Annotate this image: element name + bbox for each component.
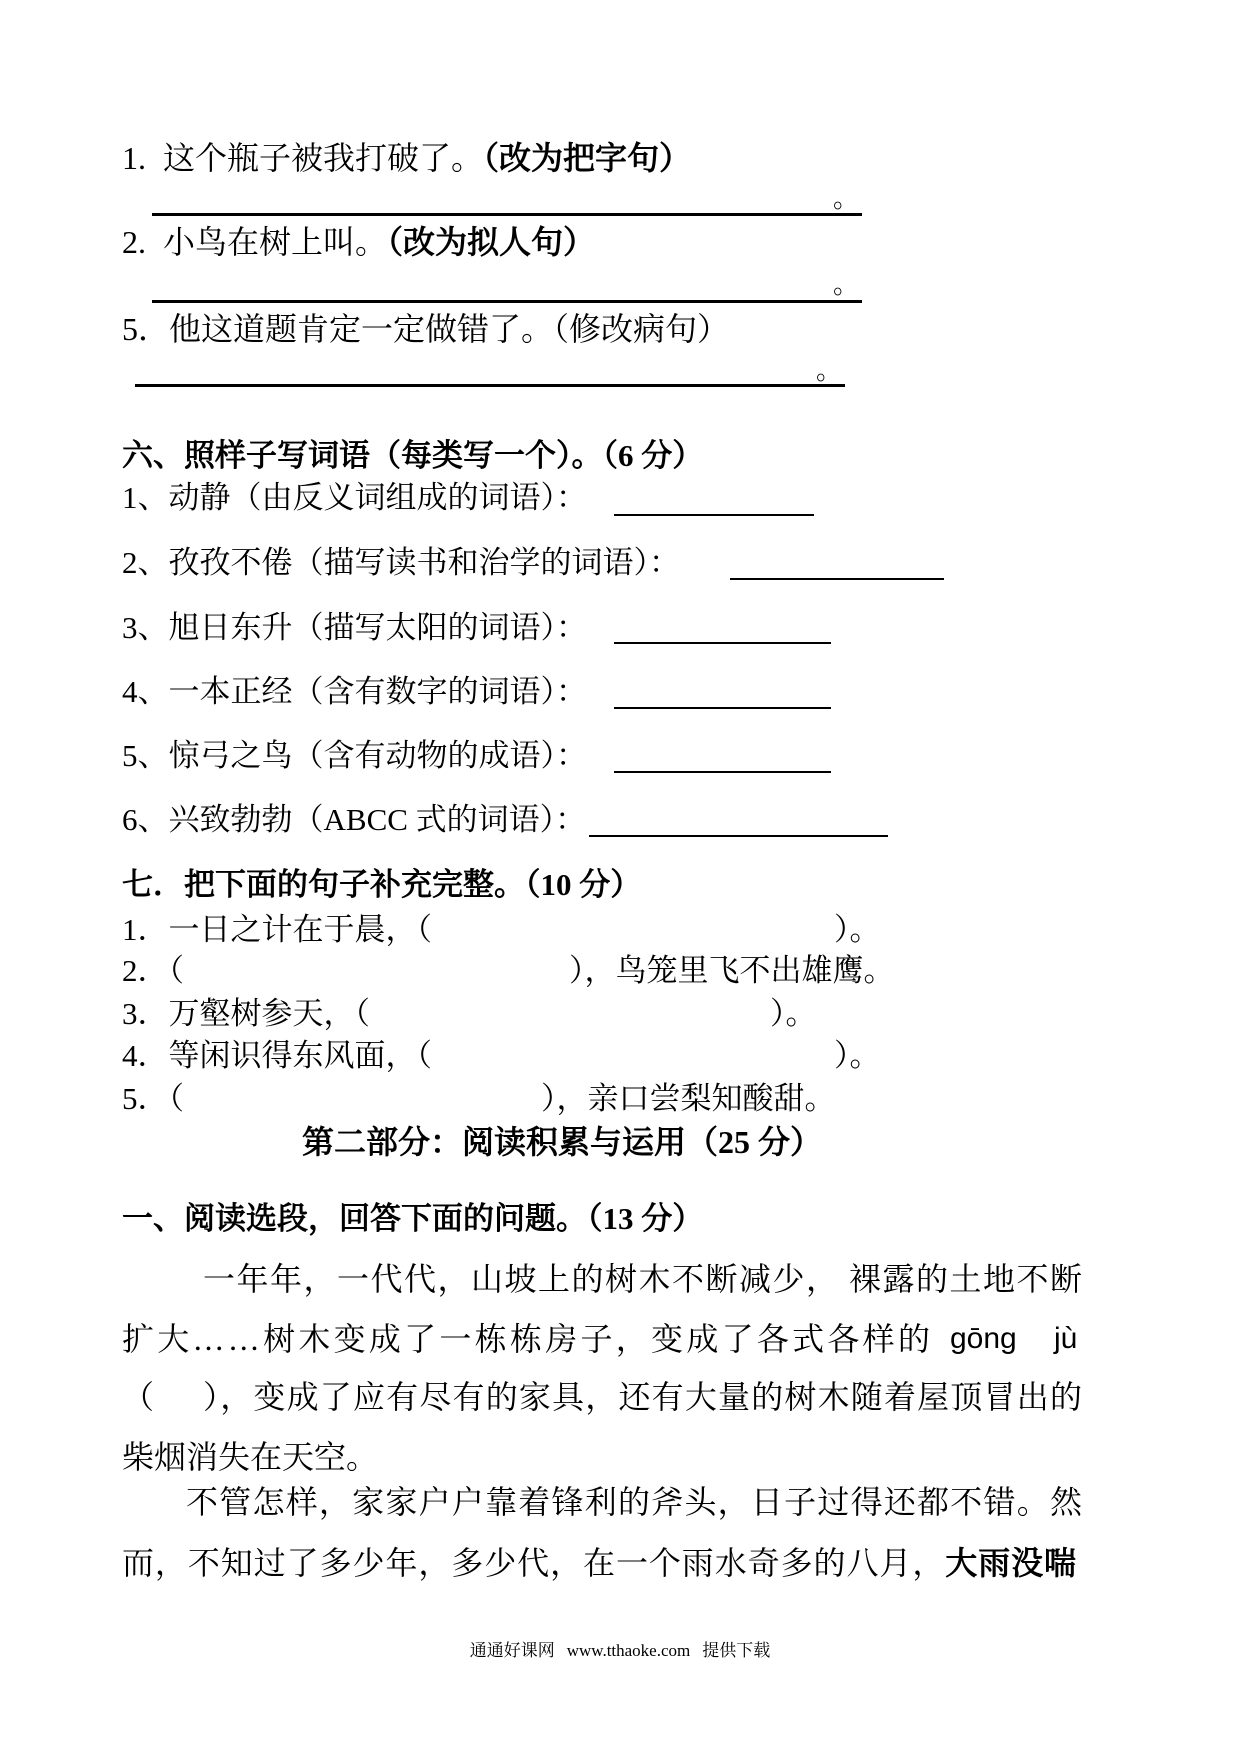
question-instruction: （修改病句）	[553, 311, 730, 347]
word-item-3	[122, 608, 587, 648]
word-item-5	[122, 736, 587, 776]
word-item-number: 5、	[122, 738, 169, 773]
answer-end-period-3: 。	[816, 356, 843, 385]
rewrite-question-2	[122, 222, 595, 262]
fill-item-2	[122, 951, 184, 991]
passage-line-text: 不管怎样，家家户户靠着锋利的斧头，日子过得还都不错。然	[186, 1484, 1084, 1520]
footer-url: www.tthaoke.com	[566, 1641, 691, 1660]
word-item-hint: （描写太阳的词语）：	[292, 610, 587, 645]
question-number: 2.	[122, 224, 146, 260]
fill-item-open-paren: （	[168, 1081, 184, 1116]
word-item-example: 孜孜不倦	[168, 545, 293, 580]
fill-item-number: 1．	[122, 912, 169, 947]
footer-site-name: 通通好课网	[469, 1641, 555, 1660]
fill-item-text: 万壑树参天，	[168, 996, 355, 1031]
word-item-example: 兴致勃勃	[168, 802, 293, 837]
passage-line-1	[203, 1257, 1082, 1301]
word-answer-underline-2	[730, 578, 944, 580]
word-answer-underline-3	[614, 642, 831, 644]
fill-item-4	[122, 1036, 432, 1076]
word-item-number: 4、	[122, 674, 169, 709]
word-item-hint: （含有动物的成语）：	[292, 738, 587, 773]
fill-item-text: 等闲识得东风面，	[168, 1038, 417, 1073]
passage-line-6	[122, 1541, 1076, 1585]
word-answer-underline-1	[614, 514, 814, 516]
answer-underline-2	[152, 300, 862, 303]
rewrite-question-1	[122, 138, 691, 178]
passage-bold-text: 大雨没喘	[945, 1545, 1077, 1581]
fill-item-number: 4．	[122, 1038, 169, 1073]
question-number: 1.	[122, 140, 146, 176]
answer-end-period-1: 。	[833, 184, 860, 213]
fill-item-number: 3．	[122, 996, 169, 1031]
rewrite-question-5	[122, 309, 729, 349]
fill-item-number: 5．	[122, 1081, 169, 1116]
word-answer-underline-6	[589, 835, 888, 837]
fill-item-open-paren: （	[168, 953, 184, 988]
question-instruction: （改为拟人句）	[387, 224, 596, 260]
passage-line-4: 柴烟消失在天空。	[122, 1439, 379, 1475]
word-item-hint: （由反义词组成的词语）：	[230, 480, 587, 515]
part-two-title: 第二部分：阅读积累与运用（25 分）	[302, 1124, 823, 1160]
word-answer-underline-5	[614, 771, 831, 773]
word-item-number: 1、	[122, 480, 169, 515]
word-item-example: 惊弓之鸟	[168, 738, 293, 773]
word-item-1	[122, 478, 587, 518]
question-sentence: 他这道题肯定一定做错了。	[169, 311, 554, 347]
word-item-hint: （含有数字的词语）：	[292, 674, 587, 709]
passage-line-2	[122, 1317, 934, 1361]
word-item-hint: （ABCC 式的词语）：	[292, 802, 587, 837]
pinyin-gong: gōng	[950, 1322, 1017, 1355]
pinyin-ju: jù	[1054, 1322, 1078, 1355]
question-sentence: 这个瓶子被我打破了。	[163, 140, 484, 176]
passage-line-5	[186, 1480, 1082, 1524]
reading-question-heading: 一、阅读选段，回答下面的问题。（13 分）	[122, 1201, 704, 1236]
fill-item-open-paren: （	[354, 996, 370, 1031]
fill-item-3	[122, 994, 370, 1034]
answer-underline-1	[152, 213, 862, 216]
section-six-heading: 六、照样子写词语（每类写一个）。（6 分）	[122, 438, 704, 473]
word-answer-underline-4	[614, 707, 831, 709]
question-instruction: （改为把字句）	[483, 140, 692, 176]
word-item-example: 旭日东升	[168, 610, 293, 645]
answer-end-period-2: 。	[833, 270, 860, 299]
word-item-number: 2、	[122, 545, 169, 580]
passage-line-3	[203, 1375, 1082, 1419]
word-item-hint: （描写读书和治学的词语）：	[292, 545, 680, 580]
word-item-4	[122, 672, 587, 712]
footer	[0, 1639, 1240, 1663]
word-item-number: 3、	[122, 610, 169, 645]
fill-item-text: 一日之计在于晨，	[168, 912, 417, 947]
fill-item-4-close: ）。	[834, 1038, 881, 1073]
passage-line-text: ），变成了应有尽有的家具，还有大量的树木随着屋顶冒出的	[203, 1379, 1084, 1415]
passage-line-text: 一年年，一代代，山坡上的树木不断减少， 裸露的土地不断	[203, 1261, 1084, 1297]
answer-underline-3	[135, 384, 845, 387]
question-sentence: 小鸟在树上叫。	[163, 224, 388, 260]
fill-item-open-paren: （	[416, 912, 432, 947]
fill-item-2-close: ），鸟笼里飞不出雄鹰。	[569, 953, 895, 988]
section-seven-heading: 七．把下面的句子补充完整。（10 分）	[122, 867, 642, 902]
fill-item-5	[122, 1079, 184, 1119]
fill-item-1-close: ）。	[834, 912, 881, 947]
word-item-2	[122, 543, 680, 583]
fill-item-number: 2．	[122, 953, 169, 988]
fill-item-3-close: ）。	[770, 996, 817, 1031]
word-item-example: 动静	[168, 480, 231, 515]
footer-suffix: 提供下载	[702, 1641, 771, 1660]
fill-item-1	[122, 910, 432, 950]
passage-line-content	[122, 1541, 1077, 1585]
word-item-number: 6、	[122, 802, 169, 837]
passage-blank-open-paren: （	[122, 1379, 155, 1415]
word-item-6	[122, 800, 586, 840]
passage-line-text: 扩大……树木变成了一栋栋房子，变成了各式各样的	[122, 1321, 934, 1357]
word-item-example: 一本正经	[168, 674, 293, 709]
passage-line-text: 而，不知过了多少年，多少代，在一个雨水奇多的八月，	[122, 1545, 946, 1581]
fill-item-open-paren: （	[416, 1038, 432, 1073]
question-number: 5．	[122, 311, 171, 347]
fill-item-5-close: ），亲口尝梨知酸甜。	[541, 1081, 836, 1116]
